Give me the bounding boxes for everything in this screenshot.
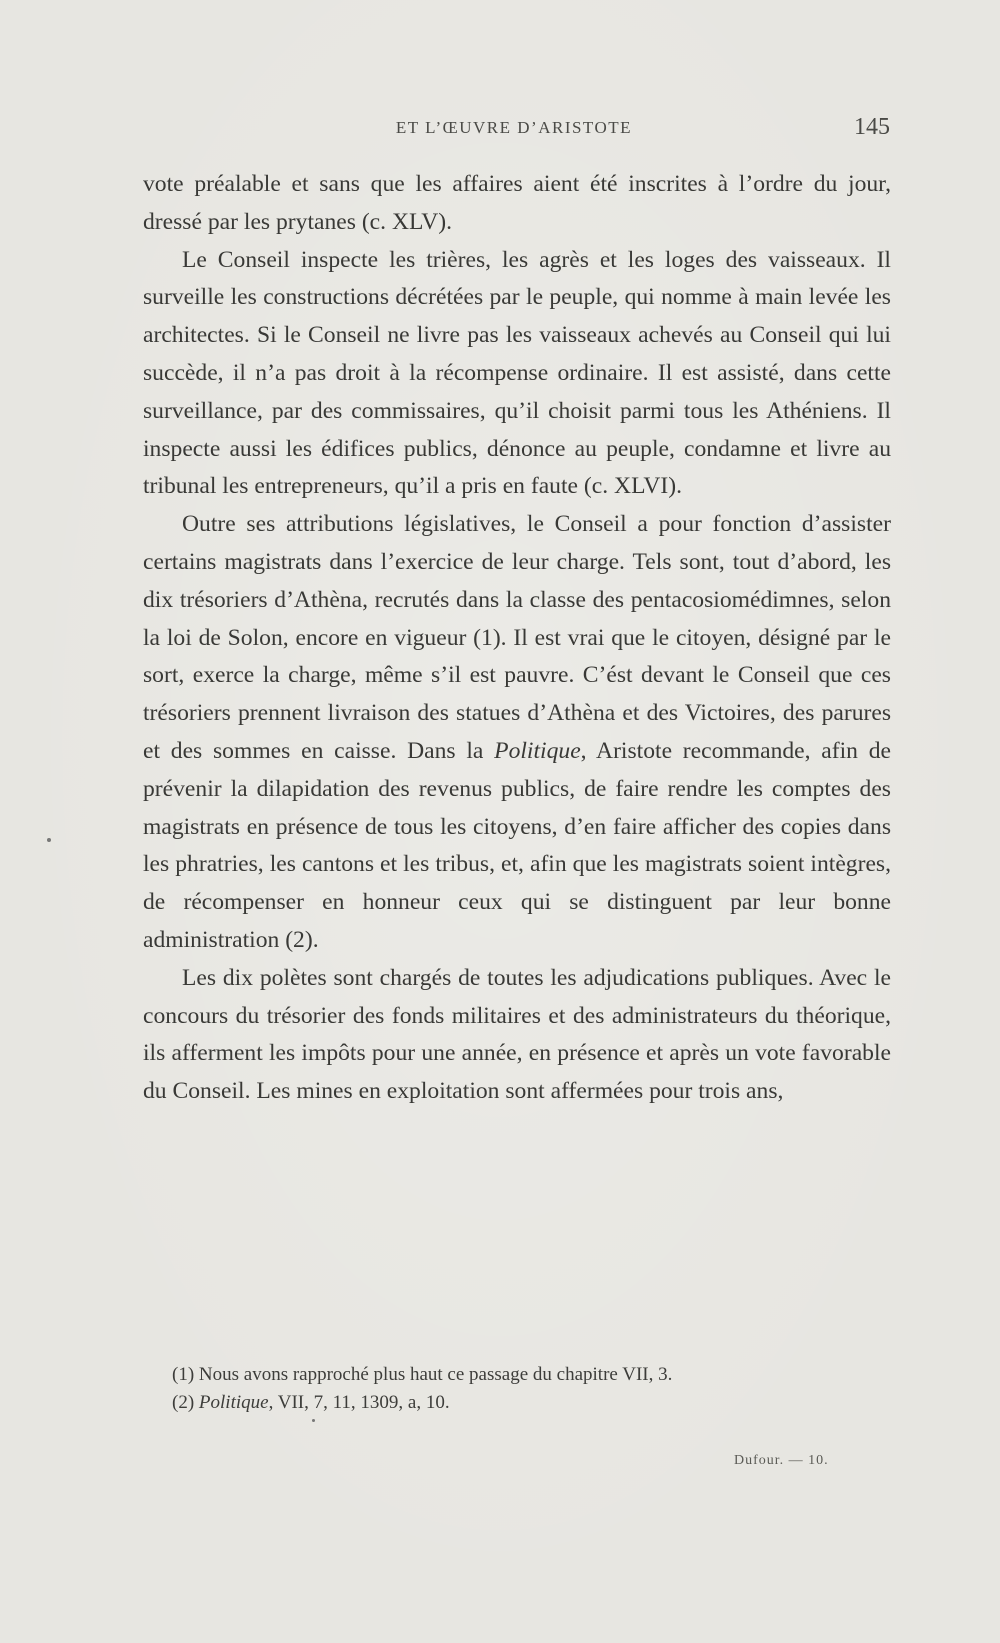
page-number: 145: [854, 114, 890, 140]
footnote-1-text: Nous avons rapproché plus haut ce passage du chapitre VII, 3.: [194, 1364, 673, 1385]
footnote-1: [172, 1361, 872, 1389]
footnote-2-text: , VII, 7, 11, 1309, a, 10.: [268, 1392, 450, 1413]
paragraph-2: [143, 242, 891, 507]
paper-speck: [47, 838, 51, 842]
paragraph-3-text-b: , Aristote recommande, afin de prévenir la dilapidation des revenus publics, de faire rendre les comptes des magistrats en présence de tous les citoyens, d’en faire afficher des copies dans les phratries, les cantons et les tribus, et, afin que les magistrats soient intègres, de récompenser en honneur ceux qui se distinguent par leur bonne administration (2).: [143, 737, 892, 953]
printer-signature: Dufour. — 10.: [734, 1453, 829, 1468]
paragraph-4: [143, 960, 891, 1111]
paragraph-1-text: vote préalable et sans que les affaires aient été inscrites à l’ordre du jour, dressé par les prytanes (c. XLV).: [143, 171, 891, 235]
paragraph-3: [143, 506, 891, 960]
footnote-2-italic: Politique: [194, 1392, 269, 1413]
footnote-1-marker: (1): [172, 1364, 195, 1385]
paragraph-3-italic-title: Politique: [494, 737, 581, 764]
paragraph-4-text: Les dix polètes sont chargés de toutes les adjudications publiques. Avec le concours du trésorier des fonds militaires et des administrateurs du théorique, ils afferment les impôts pour une année, en présence et après un vote favorable du Conseil. Les mines en exploitation sont affermées pour trois ans,: [143, 964, 891, 1105]
paragraph-2-text: Le Conseil inspecte les trières, les agrès et les loges des vaisseaux. Il surveille les constructions décrétées par le peuple, qui nomme à main levée les architectes. Si le Conseil ne livre pas les vaisseaux achevés au Conseil qui lui succède, il n’a pas droit à la récompense ordinaire. Il est assisté, dans cette surveillance, par des commissaires, qu’il choisit parmi tous les Athéniens. Il inspecte aussi les édifices publics, dénonce au peuple, condamne et livre au tribunal les entrepreneurs, qu’il a pris en faute (c. XLVI).: [143, 246, 891, 500]
footnote-2-marker: (2): [172, 1392, 195, 1413]
paper-speck: [312, 1419, 315, 1422]
body-text: [143, 166, 891, 1111]
running-head: [144, 114, 890, 148]
running-title: ET L’ŒUVRE D’ARISTOTE: [395, 118, 633, 137]
footnote-2: [172, 1389, 872, 1417]
paragraph-1: [143, 166, 891, 242]
footnotes: [172, 1361, 872, 1417]
paragraph-3-text-a: Outre ses attributions législatives, le Conseil a pour fonction d’assister certains magistrats dans l’exercice de leur charge. Tels sont, tout d’abord, les dix trésoriers d’Athèna, recrutés dans la classe des pentacosiomédimnes, selon la loi de Solon, encore en vigueur (1). Il est vrai que le citoyen, désigné par le sort, exerce la charge, même s’il est pauvre. C’ést devant le Conseil que ces trésoriers prennent livraison des statues d’Athèna et des Victoires, des parures et des sommes en caisse. Dans la: [143, 511, 891, 764]
